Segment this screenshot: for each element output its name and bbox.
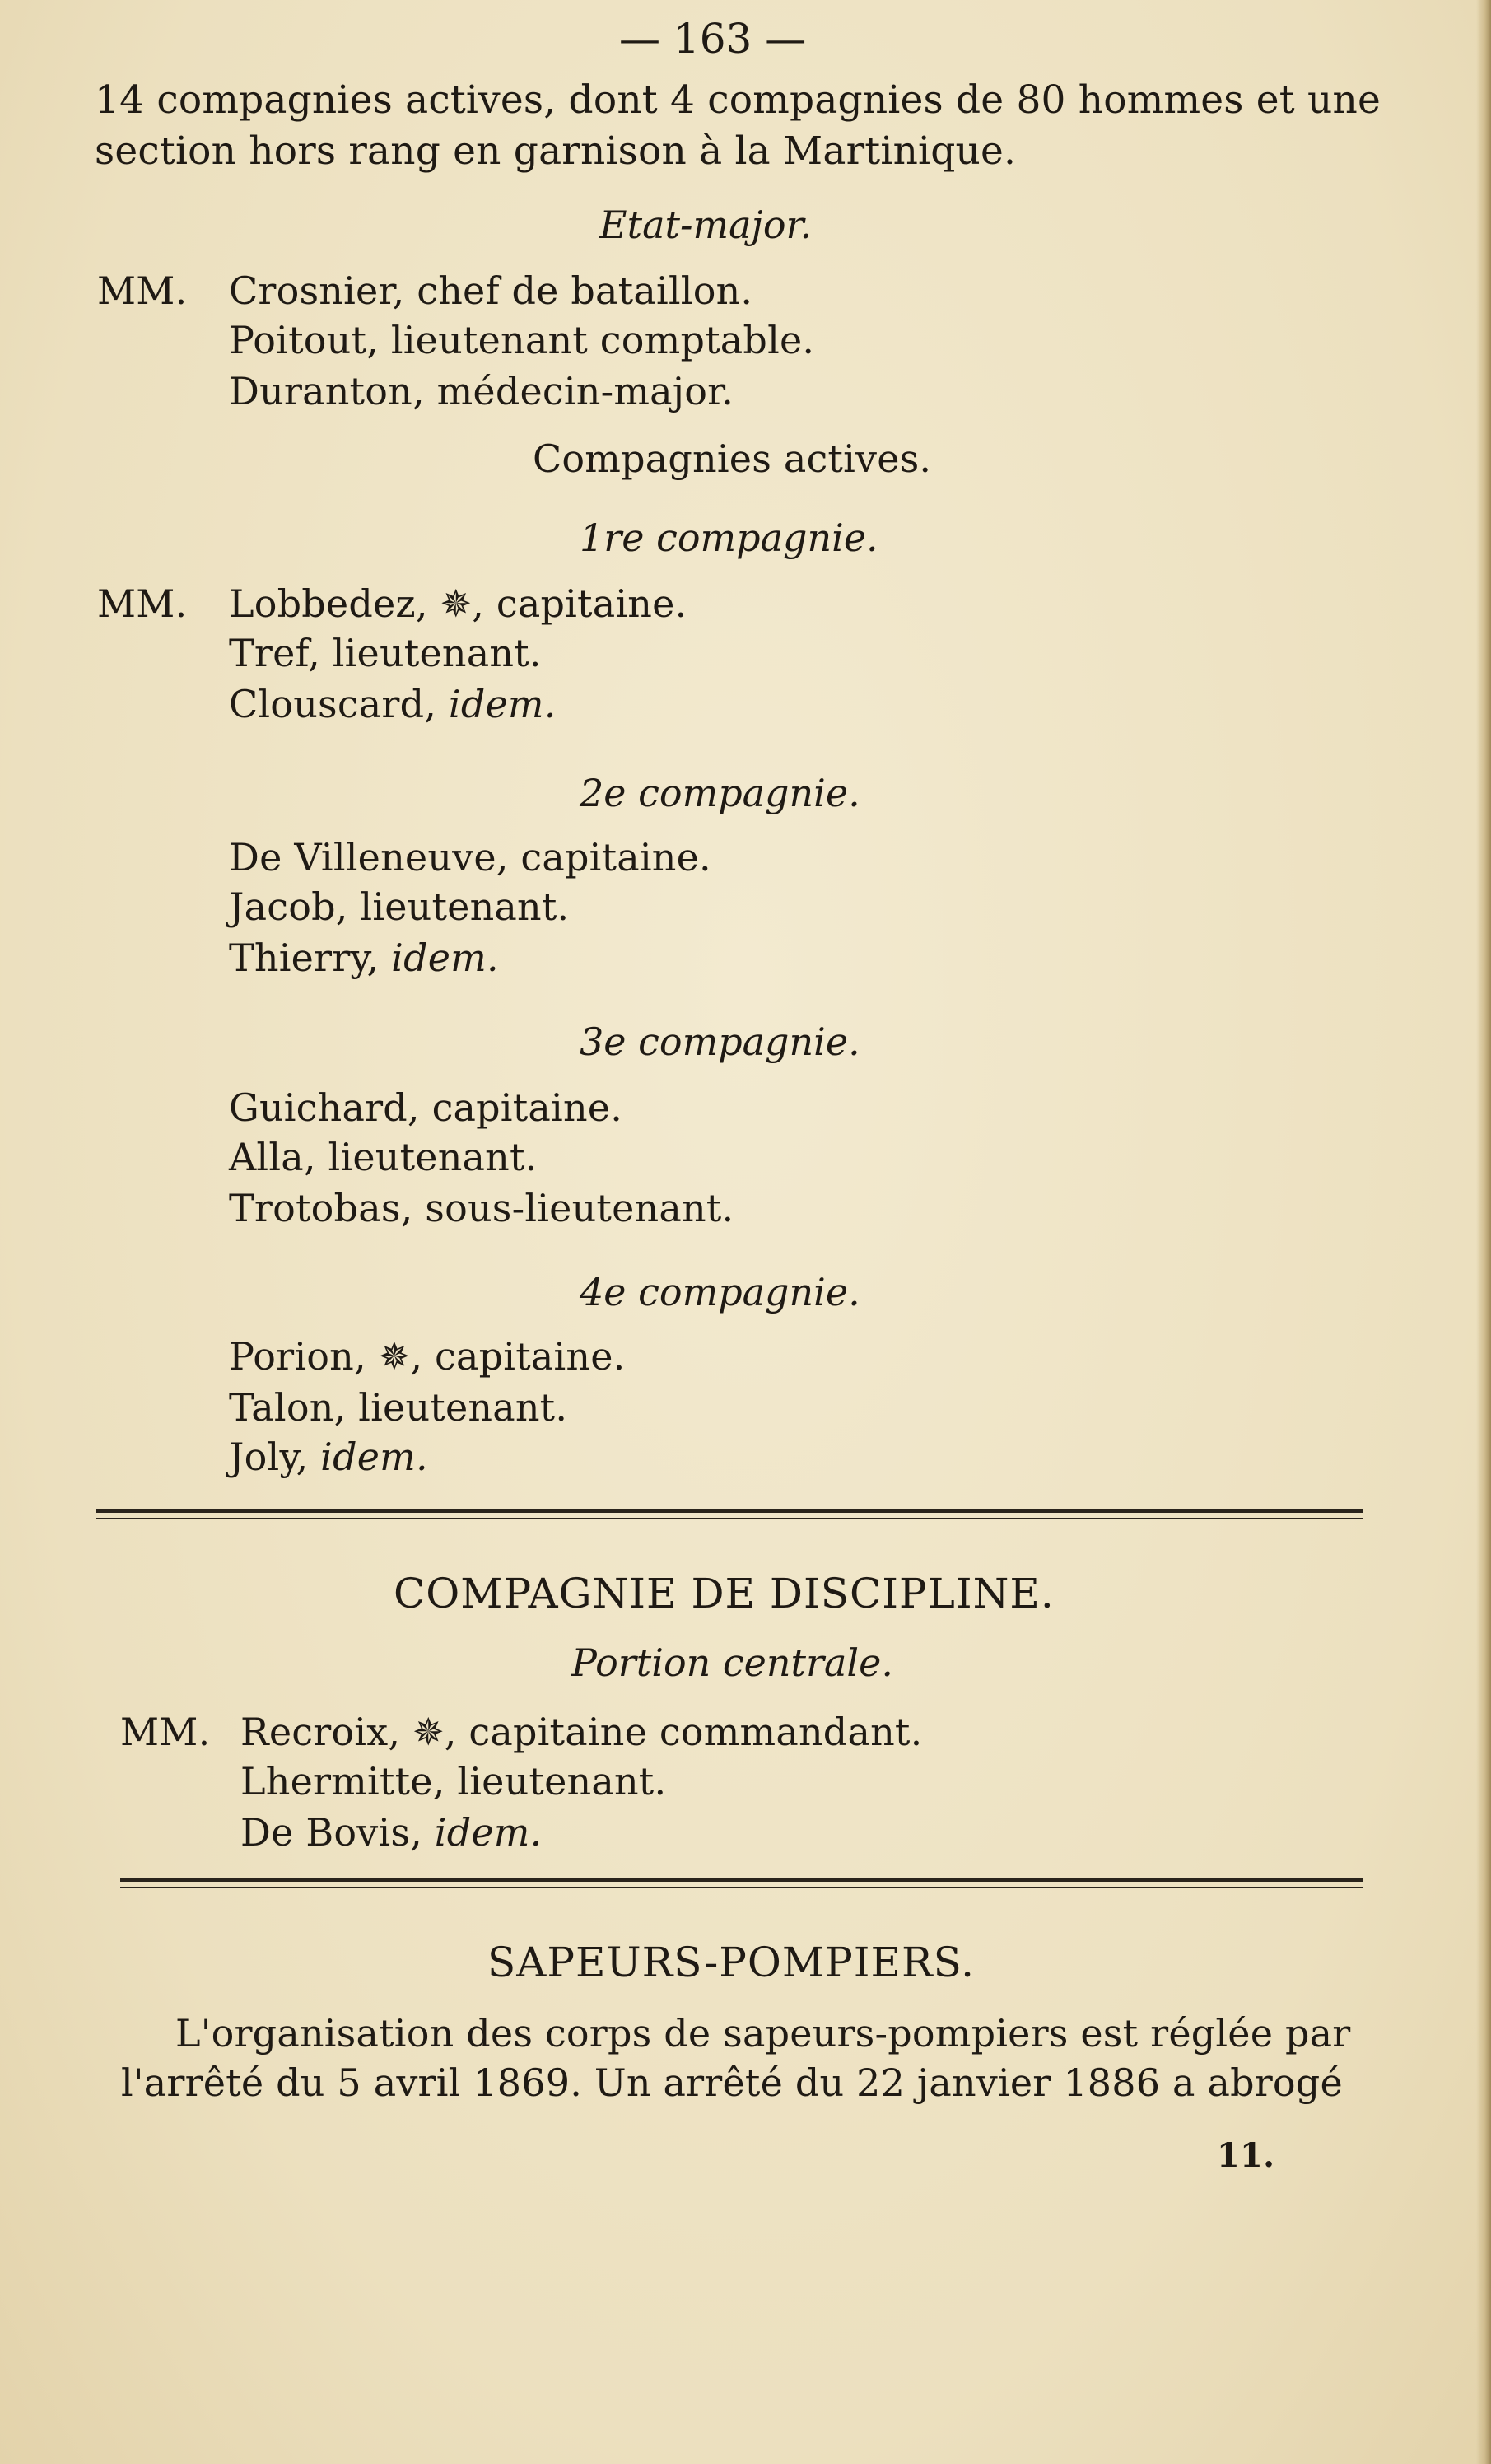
legion-star-icon: ✵ bbox=[378, 1334, 411, 1379]
company-2-heading: 2e compagnie. bbox=[580, 771, 860, 815]
company-3-heading: 3e compagnie. bbox=[580, 1020, 860, 1064]
company-1-heading: 1re compagnie. bbox=[580, 516, 878, 560]
section-rule-top bbox=[96, 1509, 1363, 1513]
discipline-subheading: Portion centrale. bbox=[571, 1640, 893, 1685]
discipline-member-2: Lhermitte, lieutenant. bbox=[240, 1759, 667, 1804]
company-4-member-2: Talon, lieutenant. bbox=[229, 1385, 568, 1430]
page-edge bbox=[1476, 0, 1491, 2464]
discipline-member-1: Recroix, ✵, capitaine commandant. bbox=[240, 1710, 923, 1754]
company-3-member-3: Trotobas, sous-lieutenant. bbox=[229, 1186, 734, 1230]
company-2-member-2: Jacob, lieutenant. bbox=[229, 884, 570, 929]
company-1-member-3: Clouscard, idem. bbox=[229, 682, 557, 726]
company-2-member-1: De Villeneuve, capitaine. bbox=[229, 835, 711, 880]
intro-line-2: section hors rang en garnison à la Martinique. bbox=[95, 128, 1017, 174]
page-number: — 163 — bbox=[619, 15, 807, 63]
section-rule-bottom bbox=[96, 1518, 1363, 1519]
sapeurs-title: SAPEURS-POMPIERS. bbox=[487, 1939, 975, 1986]
company-4-heading: 4e compagnie. bbox=[580, 1270, 860, 1314]
sapeurs-line-2: l'arrêté du 5 avril 1869. Un arrêté du 22 janvier 1886 a abrogé bbox=[121, 2060, 1343, 2105]
discipline-prefix: MM. bbox=[120, 1710, 211, 1754]
sapeurs-line-1: L'organisation des corps de sapeurs-pompiers est réglée par bbox=[175, 2011, 1351, 2056]
signature-mark: 11. bbox=[1217, 2136, 1275, 2175]
etat-major-member-3: Duranton, médecin-major. bbox=[229, 369, 734, 413]
legion-star-icon: ✵ bbox=[412, 1710, 445, 1754]
discipline-member-3: De Bovis, idem. bbox=[240, 1810, 543, 1855]
company-1-prefix: MM. bbox=[97, 581, 188, 626]
etat-major-prefix: MM. bbox=[97, 268, 188, 313]
company-4-member-1: Porion, ✵, capitaine. bbox=[229, 1334, 626, 1379]
section-rule-2-top bbox=[120, 1878, 1363, 1882]
section-rule-2-bottom bbox=[120, 1887, 1363, 1888]
legion-star-icon: ✵ bbox=[440, 581, 473, 626]
company-4-member-3: Joly, idem. bbox=[229, 1435, 428, 1479]
etat-major-heading: Etat-major. bbox=[599, 203, 813, 247]
company-3-member-2: Alla, lieutenant. bbox=[229, 1135, 538, 1179]
company-2-member-3: Thierry, idem. bbox=[229, 936, 499, 980]
intro-line-1: 14 compagnies actives, dont 4 compagnies de 80 hommes et une bbox=[95, 77, 1381, 123]
company-1-member-1: Lobbedez, ✵, capitaine. bbox=[229, 581, 687, 626]
etat-major-member-1: Crosnier, chef de bataillon. bbox=[229, 268, 753, 313]
company-3-member-1: Guichard, capitaine. bbox=[229, 1085, 623, 1130]
company-1-member-2: Tref, lieutenant. bbox=[229, 631, 542, 675]
compagnies-actives-heading: Compagnies actives. bbox=[533, 436, 932, 481]
discipline-title: COMPAGNIE DE DISCIPLINE. bbox=[394, 1570, 1055, 1617]
etat-major-member-2: Poitout, lieutenant comptable. bbox=[229, 318, 815, 362]
